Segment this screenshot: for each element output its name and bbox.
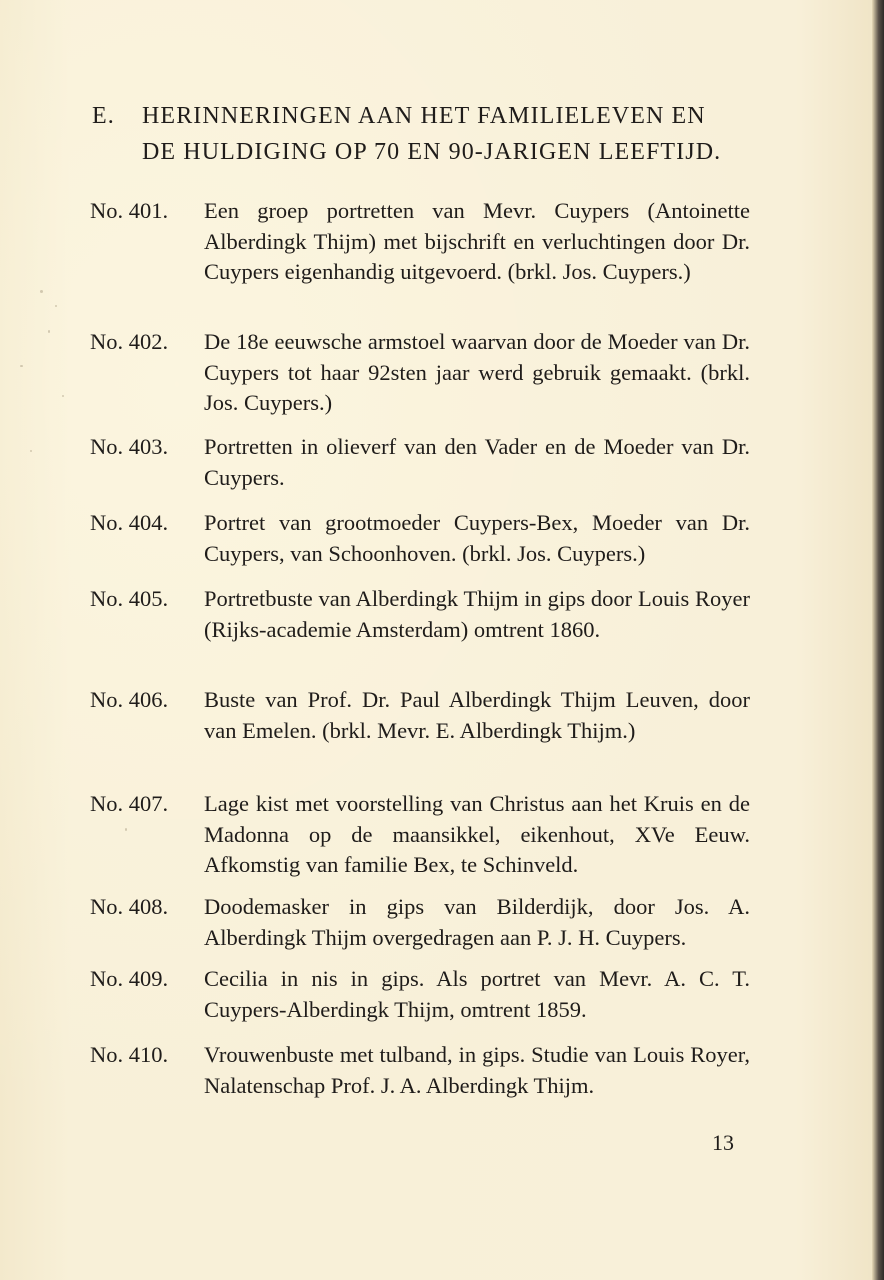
page-number: 13 (712, 1130, 734, 1155)
paper-speck (62, 395, 64, 397)
entry-number: No. 403. (90, 434, 169, 459)
paper-speck (55, 305, 57, 307)
entry-number: No. 401. (90, 198, 169, 223)
catalogue-entry (90, 789, 750, 881)
section-title-line-2: DE HULDIGING OP 70 EN 90-JARIGEN LEEFTIJD. (142, 139, 722, 165)
entry-text: De 18e eeuwsche armstoel waarvan door de Moeder van Dr. Cuypers tot haar 92sten jaar werd gebruik gemaakt. (brkl. Jos. Cuypers.) (204, 329, 750, 415)
paper-speck (30, 450, 32, 452)
entry-number: No. 405. (90, 586, 169, 611)
entry-number: No. 406. (90, 687, 169, 712)
paper-speck (40, 290, 43, 293)
book-spine-edge (872, 0, 884, 1280)
entry-number: No. 404. (90, 510, 169, 535)
catalogue-entry (90, 508, 750, 569)
entry-text: Portret van grootmoeder Cuypers-Bex, Moeder van Dr. Cuypers, van Schoonhoven. (brkl. Jos. Cuypers.) (204, 510, 750, 566)
catalogue-entry (90, 685, 750, 746)
entry-text: Lage kist met voorstelling van Christus aan het Kruis en de Madonna op de maansikkel, eikenhout, XVe Eeuw. Afkomstig van familie Bex, te Schinveld. (204, 791, 750, 877)
entry-number: No. 402. (90, 329, 169, 354)
entry-text: Een groep portretten van Mevr. Cuypers (Antoinette Alberdingk Thijm) met bijschrift en verluchtingen door Dr. Cuypers eigenhandig uitgevoerd. (brkl. Jos. Cuypers.) (204, 198, 750, 284)
entry-number: No. 410. (90, 1042, 169, 1067)
catalogue-entry (90, 327, 750, 419)
section-title-line-1: HERINNERINGEN AAN HET FAMILIELEVEN EN (142, 103, 706, 129)
entry-text: Buste van Prof. Dr. Paul Alberdingk Thijm Leuven, door van Emelen. (brkl. Mevr. E. Alberdingk Thijm.) (204, 687, 750, 743)
catalogue-entry (90, 196, 750, 288)
section-letter: E. (92, 103, 115, 129)
paper-speck (48, 330, 50, 333)
entry-number: No. 408. (90, 894, 169, 919)
section-heading (92, 98, 752, 170)
catalogue-entry (90, 892, 750, 953)
paper-speck (20, 365, 23, 367)
entry-text: Portretten in olieverf van den Vader en de Moeder van Dr. Cuypers. (204, 434, 750, 490)
entry-number: No. 407. (90, 791, 169, 816)
entry-text: Doodemasker in gips van Bilderdijk, door Jos. A. Alberdingk Thijm overgedragen aan P. J. H. Cuypers. (204, 894, 750, 950)
catalogue-entry (90, 1040, 750, 1101)
catalogue-entry (90, 584, 750, 645)
catalogue-entry (90, 964, 750, 1025)
entry-text: Portretbuste van Alberdingk Thijm in gips door Louis Royer (Rijks-academie Amsterdam) omtrent 1860. (204, 586, 750, 642)
catalogue-entry (90, 432, 750, 493)
entry-text: Cecilia in nis in gips. Als portret van Mevr. A. C. T. Cuypers-Alberdingk Thijm, omtrent 1859. (204, 966, 750, 1022)
entry-number: No. 409. (90, 966, 169, 991)
section-heading-line-1 (92, 98, 752, 134)
entry-text: Vrouwenbuste met tulband, in gips. Studie van Louis Royer, Nalatenschap Prof. J. A. Alberdingk Thijm. (204, 1042, 750, 1098)
